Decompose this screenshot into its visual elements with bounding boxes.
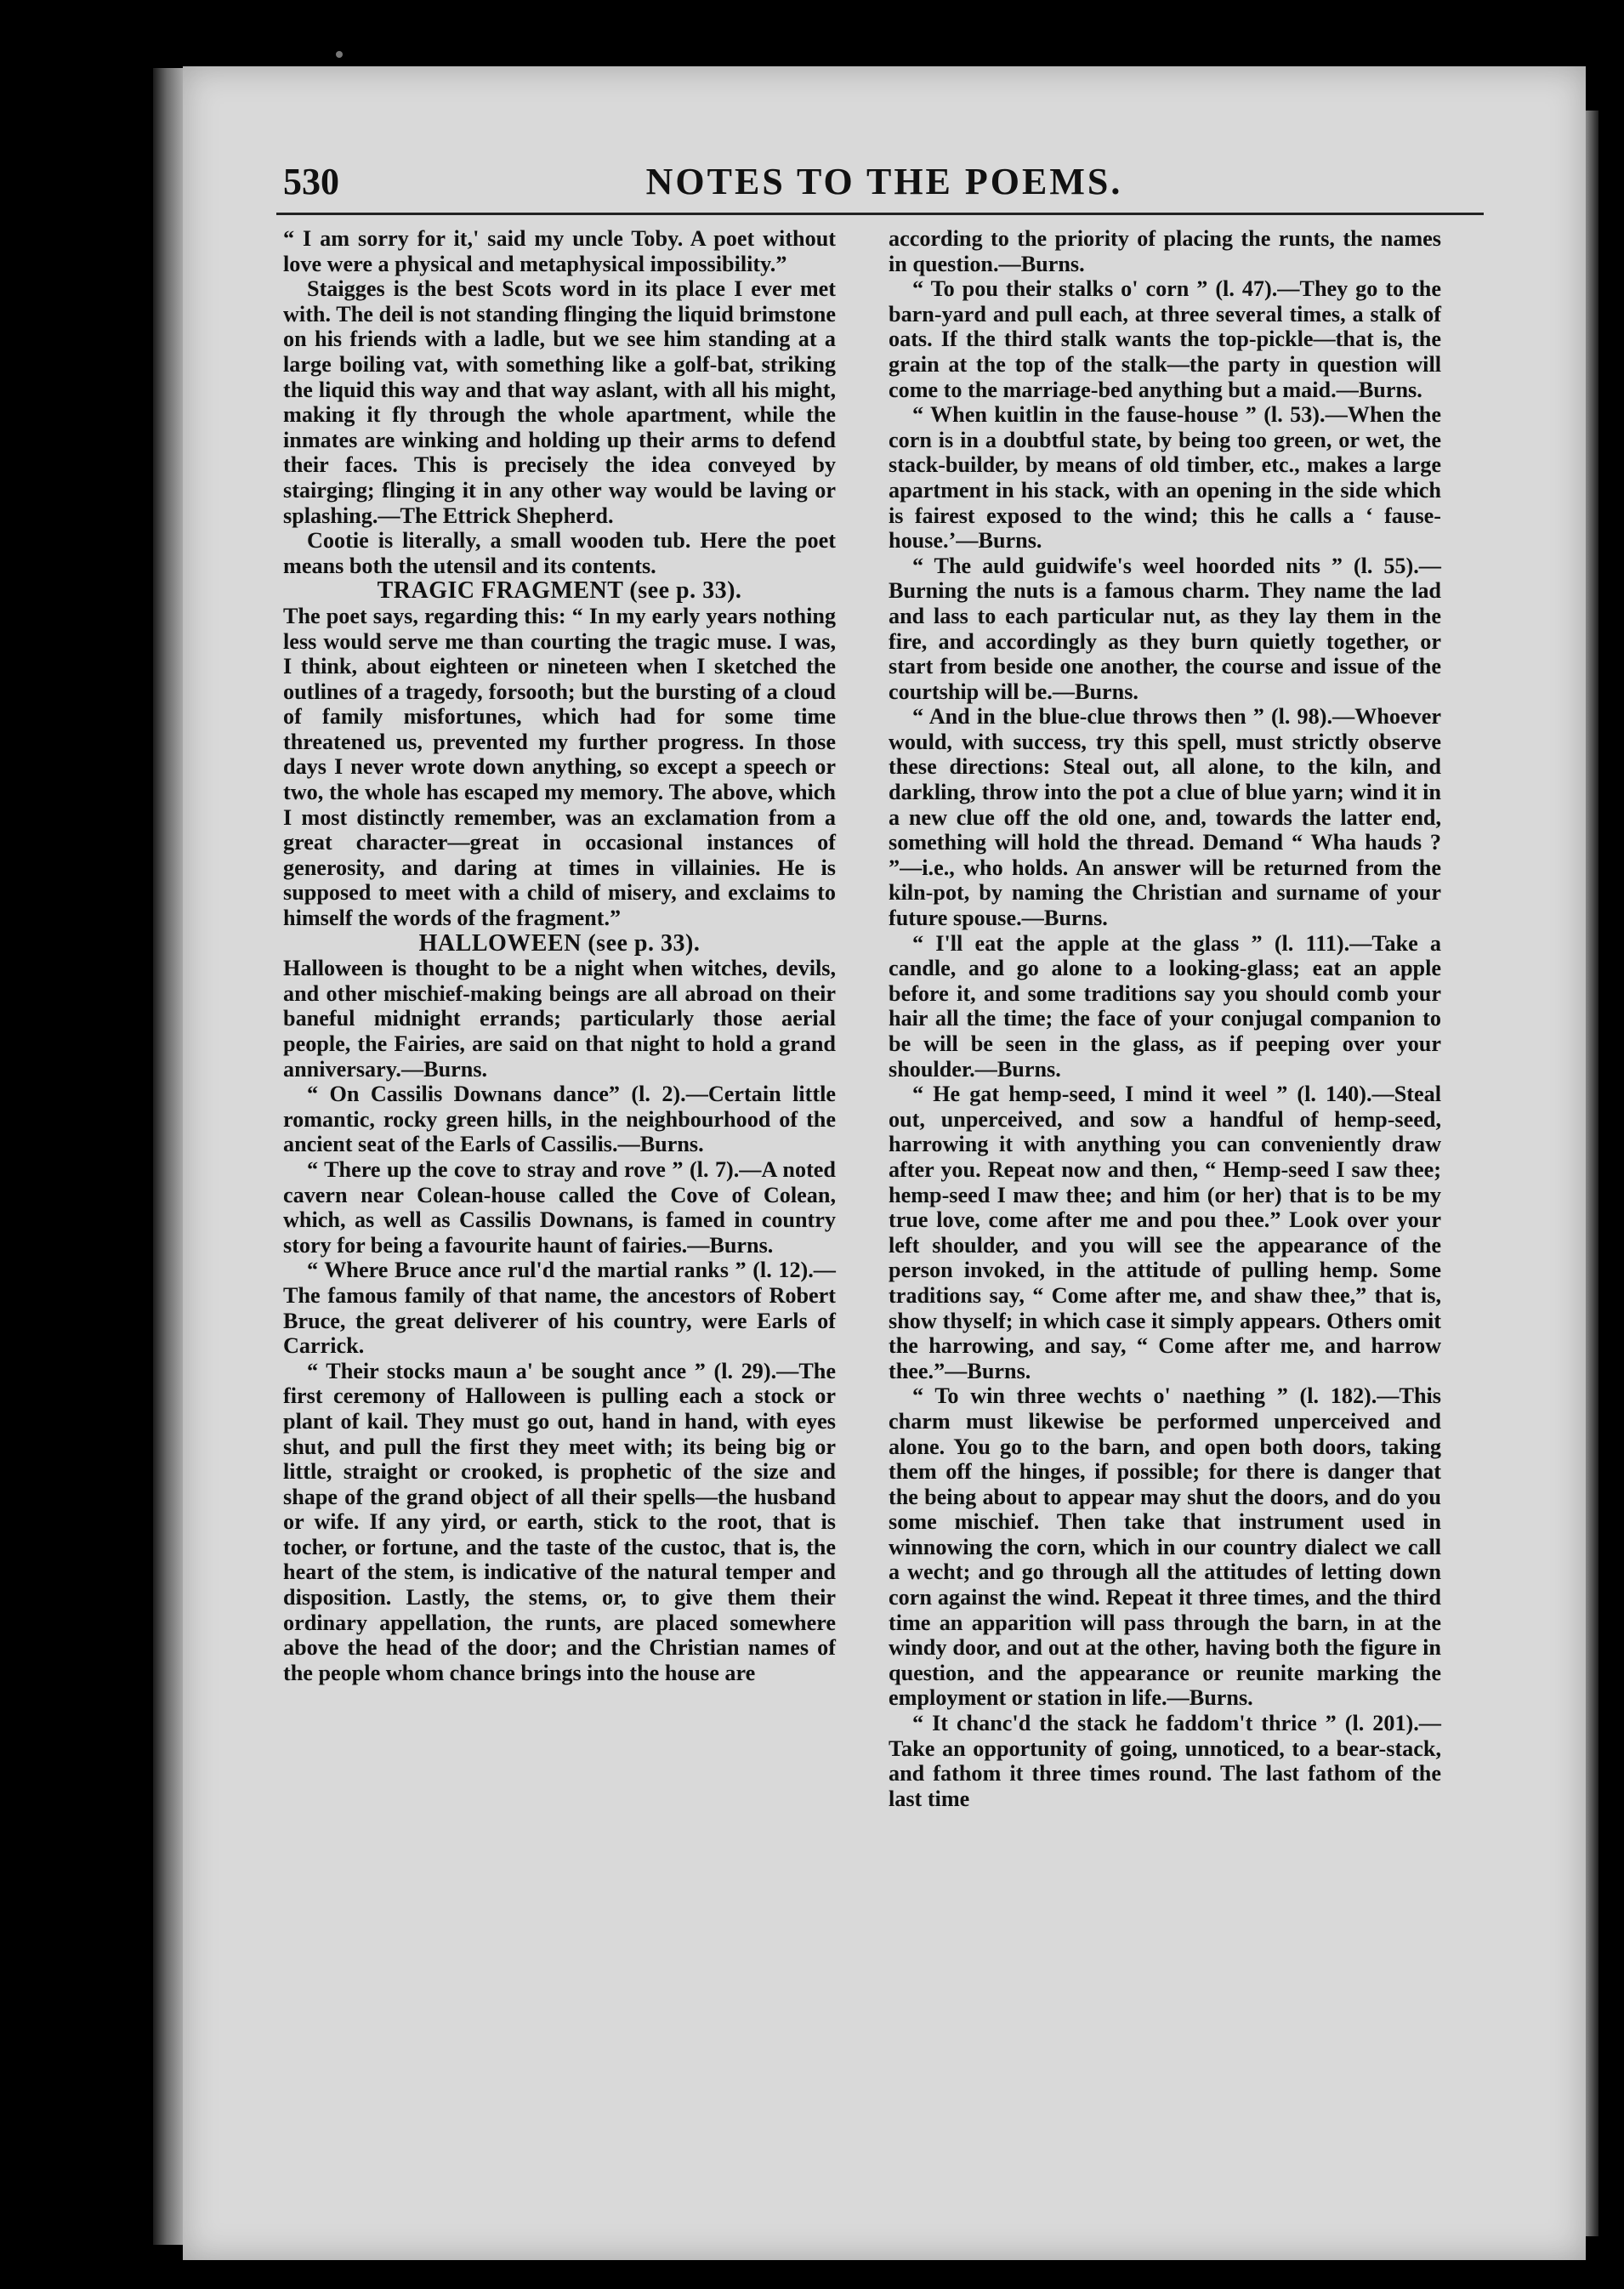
paragraph: Halloween is thought to be a night when witches, devils, and other mischief-making beings are all abroad on their baneful midnight errands; particularly those aerial people, the Fairies, are said on that night to hold a grand anniversary.—Burns. (283, 956, 836, 1082)
paragraph: “ I'll eat the apple at the glass ” (l. 111).—Take a candle, and go alone to a looking-glass; eat an apple before it, and some traditions say you should comb your hair all the time; the face of your conjugal companion to be will be seen in the glass, as if peeping over your shoulder.—Burns. (889, 930, 1441, 1082)
paragraph: “ And in the blue-clue throws then ” (l. 98).—Whoever would, with success, try this spell, must strictly observe these directions: Steal out, all alone, to the kiln, and darkling, throw into the pot a clue of blue yarn; wind it in a new clue off the old one, and, towards the latter end, something will hold the thread. Demand “ Wha hauds ? ”—i.e., who holds. An answer will be returned from the kiln-pot, by naming the Christian and surname of your future spouse.—Burns. (889, 704, 1441, 931)
paragraph: Staigges is the best Scots word in its place I ever met with. The deil is not standing flinging the liquid brimstone on his friends with a ladle, but we see him standing at a large boiling vat, with something like a golf-bat, striking the liquid this way and that way aslant, with all his might, making it fly through the whole apartment, while the inmates are winking and holding up their arms to defend their faces. This is precisely the idea conveyed by stairging; flinging it in any other way would be laving or splashing.—The Ettrick Shepherd. (283, 276, 836, 528)
paragraph: “ He gat hemp-seed, I mind it weel ” (l. 140).—Steal out, unperceived, and sow a handful of hemp-seed, harrowing it with anything you can conveniently draw after you. Repeat now and then, “ Hemp-seed I saw thee; hemp-seed I maw thee; and him (or her) that is to be my true love, come after me and pou thee.” Look over your left shoulder, and you will see the appearance of the person invoked, in the attitude of pulling hemp. Some traditions say, “ Come after me, and shaw thee,” that is, show thyself; in which case it simply appears. Others omit the harrowing, and say, “ Come after me, and harrow thee.”—Burns. (889, 1082, 1441, 1383)
paragraph: “ On Cassilis Downans dance” (l. 2).—Certain little romantic, rocky green hills, in the neighbourhood of the ancient seat of the Earls of Cassilis.—Burns. (283, 1082, 836, 1157)
paragraph: “ To pou their stalks o' corn ” (l. 47).—They go to the barn-yard and pull each, at three several times, a stalk of oats. If the third stalk wants the top-pickle—that is, the grain at the top of the stalk—the party in question will come to the marriage-bed anything but a maid.—Burns. (889, 276, 1441, 402)
running-title: NOTES TO THE POEMS. (645, 161, 1123, 202)
book-gutter (153, 68, 187, 2245)
section-heading: HALLOWEEN (see p. 33). (418, 929, 701, 957)
paragraph: “ Where Bruce ance rul'd the martial ranks ” (l. 12).—The famous family of that name, the ancestors of Robert Bruce, the great deliverer of his country, were Earls of Carrick. (283, 1258, 836, 1359)
paragraph: “ When kuitlin in the fause-house ” (l. 53).—When the corn is in a doubtful state, by being too green, or wet, the stack-builder, by means of old timber, etc., makes a large apartment in his stack, with an opening in the side which is fairest exposed to the wind; this he calls a ‘ fause-house.’—Burns. (889, 402, 1441, 554)
paragraph: “ It chanc'd the stack he faddom't thrice ” (l. 201).—Take an opportunity of going, unnoticed, to a bear-stack, and fathom it three times round. The last fathom of the last time (889, 1711, 1441, 1811)
left-column (283, 226, 836, 1685)
paragraph: “ There up the cove to stray and rove ” (l. 7).—A noted cavern near Colean-house called the Cove of Colean, which, as well as Cassilis Downans, is famed in country story for being a favourite haunt of fairies.—Burns. (283, 1156, 836, 1258)
section-heading: TRAGIC FRAGMENT (see p. 33). (377, 577, 742, 605)
paragraph: “ Their stocks maun a' be sought ance ” (l. 29).—The first ceremony of Halloween is pulling each a stock or plant of kail. They must go out, hand in hand, with eyes shut, and pull the first they meet with; its being big or little, straight or crooked, is prophetic of the size and shape of the grand object of all their spells—the husband or wife. If any yird, or earth, stick to the root, that is tocher, or fortune, and the taste of the custoc, that is, the heart of the stem, is indicative of the natural temper and disposition. Lastly, the stems, or, to give them their ordinary appellation, the runts, are placed somewhere above the head of the door; and the Christian names of the people whom chance brings into the house are (283, 1358, 836, 1685)
speck (336, 51, 343, 58)
paragraph: “ To win three wechts o' naething ” (l. 182).—This charm must likewise be performed unperceived and alone. You go to the barn, and open both doors, taking them off the hinges, if possible; for there is danger that the being about to appear may shut the doors, and do you some mischief. Then take that instrument used in winnowing the corn, which in our country dialect we call a wecht; and go through all the attitudes of letting down corn against the wind. Repeat it three times, and the third time an apparition will pass through the barn, in at the windy door, and out at the other, having both the figure in question, and the appearance or reunite marking the employment or station in life.—Burns. (889, 1383, 1441, 1711)
paragraph: “ I am sorry for it,' said my uncle Toby. A poet without love were a physical and metaphysical impossibility.” (283, 226, 836, 276)
paragraph: Cootie is literally, a small wooden tub. Here the poet means both the utensil and its contents. (283, 528, 836, 578)
paragraph: The poet says, regarding this: “ In my early years nothing less would serve me than courting the tragic muse. I was, I think, about eighteen or nineteen when I sketched the outlines of a tragedy, forsooth; but the bursting of a cloud of family misfortunes, which had for some time threatened us, prevented my further progress. In those days I never wrote down anything, so except a speech or two, the whole has escaped my memory. The above, which I most distinctly remember, was an exclamation from a great character—great in occasional instances of generosity, and daring at times in villainies. He is supposed to meet with a child of misery, and exclaims to himself the words of the fragment.” (283, 603, 836, 931)
right-column (889, 226, 1441, 1811)
paragraph: “ The auld guidwife's weel hoorded nits ” (l. 55).—Burning the nuts is a famous charm. They name the lad and lass to each particular nut, as they lay them in the fire, and accordingly as they burn quietly together, or start from beside one another, the course and issue of the courtship will be.—Burns. (889, 553, 1441, 704)
page-number: 530 (283, 161, 339, 202)
header-rule (276, 213, 1484, 215)
paragraph: according to the priority of placing the runts, the names in question.—Burns. (889, 226, 1441, 276)
page (183, 66, 1586, 2260)
